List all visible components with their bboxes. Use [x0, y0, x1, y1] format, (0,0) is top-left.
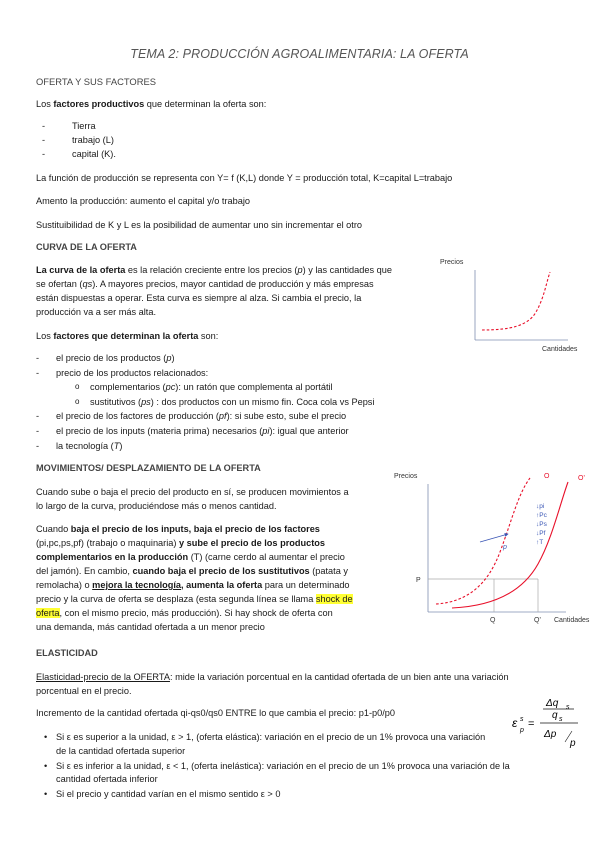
list-item: • Si ε es inferior a la unidad, ε < 1, (oferta inelástica): variación en el precio de un 1% provoca una variación de la — [56, 760, 510, 774]
price-label: P — [416, 577, 421, 584]
svg-text:s: s — [520, 716, 524, 723]
list-item-cont: de la cantidad ofertada superior — [56, 745, 186, 756]
q2-label: Q' — [534, 617, 541, 624]
elasticity-formula — [510, 694, 595, 752]
elasticity-definition: Elasticidad-precio de la OFERTA: mide la variación porcentual en la cantidad ofertada de un bien ante una variación porcentual en el precio. — [36, 672, 509, 696]
shift-label: ↓pi — [536, 503, 545, 510]
section-heading-movimientos: MOVIMIENTOS/ DESPLAZAMIENTO DE LA OFERTA — [36, 463, 261, 473]
list-item: o complementarios (pc): un ratón que complementa al portátil — [75, 382, 333, 393]
elasticity-increment: Incremento de la cantidad ofertada qi-qs0/qs0 ENTRE lo que cambia el precio: p1-p0/p0 — [36, 708, 396, 718]
list-item: - trabajo (L) — [72, 133, 116, 147]
highlight-shock: shock de — [315, 594, 353, 604]
supply-curve — [482, 272, 550, 330]
section-heading-oferta: OFERTA Y SUS FACTORES — [36, 76, 156, 87]
production-function: La función de producción se representa con Y= f (K,L) donde Y = producción total, K=capital L=trabajo — [36, 173, 453, 183]
chart-ylabel: Precios — [440, 259, 464, 266]
curve-label-o: O — [544, 473, 550, 480]
shift-label: ↓Ps — [536, 521, 547, 528]
list-item: - la tecnología (T) — [36, 440, 123, 451]
shift-paragraph: Cuando baja el precio de los inputs, baja el precio de los factores (pi,pc,ps,pf) (trabajo o maquinaria) y sube el precio de los productos complementarios en la producción (T) (carne cerdo al aumentar el precio del jamón). En cambio, cuando baja el precio de los sustitutivos (patata y remolacha) o mejora la tecnología, aumenta la oferta para un determinado precio y la curva de oferta se desplaza (esta segunda línea se llama shock de oferta, con el mismo precio, más producción). Si hay shock de oferta con una demanda, más cantidad ofertada a un menor precio — [36, 524, 353, 632]
supply-shift-chart — [388, 464, 593, 634]
shift-arrow — [480, 534, 508, 542]
page-title: TEMA 2: PRODUCCIÓN AGROALIMENTARIA: LA OFERTA — [130, 47, 469, 61]
svg-text:Δp: Δp — [544, 729, 557, 740]
svg-text:ε: ε — [512, 716, 518, 730]
production-increase: Amento la producción: aumento el capital y/o trabajo — [36, 196, 250, 206]
list-item: - Tierra — [72, 119, 116, 133]
list-item: - capital (K). — [72, 147, 116, 161]
svg-text:s: s — [559, 716, 563, 723]
curve-label-o-prime: O' — [578, 475, 585, 482]
chart-ylabel: Precios — [394, 473, 418, 480]
elasticity-bullets — [56, 731, 510, 802]
list-item: - precio de los productos relacionados: — [36, 367, 209, 378]
shift-label: ↑T — [536, 539, 544, 546]
productive-factors-list — [72, 119, 116, 162]
q-label: Q — [490, 617, 496, 624]
supply-curve-definition: La curva de la oferta es la relación creciente entre los precios (p) y las cantidades que se ofertan (qs). A mayores precios, mayor cantidad de producción y más empresas están dispuestas a operar. Esta curva es siempre al alza. Si cambia el precio, la producción va a ser más alta. — [36, 265, 392, 317]
section-heading-curva: CURVA DE LA OFERTA — [36, 242, 137, 252]
svg-text:Δq: Δq — [546, 698, 559, 709]
svg-text:=: = — [528, 718, 535, 730]
movement-paragraph: Cuando sube o baja el precio del producto en sí, se producen movimientos a lo largo de la curva, produciéndose más o menos cantidad. — [36, 487, 349, 511]
supply-factors-list — [36, 351, 375, 453]
supply-curve-chart — [440, 252, 590, 357]
list-item: • Si ε es superior a la unidad, ε > 1, (oferta elástica): variación en el precio de un 1% provoca una variación — [56, 731, 510, 745]
chart-xlabel: Cantidades — [554, 617, 590, 624]
supply-factors-intro: Los factores que determinan la oferta son: — [36, 331, 219, 341]
shift-label: ↑Pc — [536, 512, 547, 519]
list-item: - el precio de los productos (p) — [36, 353, 175, 363]
svg-text:p: p — [520, 727, 524, 734]
list-item: • Si el precio y cantidad varían en el mismo sentido ε > 0 — [56, 788, 510, 802]
factors-intro: Los factores productivos que determinan la oferta son: — [36, 99, 267, 109]
supply-curve-o-prime — [452, 482, 568, 608]
svg-text:p: p — [570, 738, 576, 749]
list-item: - el precio de los inputs (materia prima) necesarios (pi): igual que anterior — [36, 425, 349, 436]
substitutability: Sustituibilidad de K y L es la posibilidad de aumentar uno sin incrementar el otro — [36, 220, 363, 230]
list-item: o sustitutivos (ps) : dos productos con un mismo fin. Coca cola vs Pepsi — [75, 396, 375, 407]
shift-label: ↓Pf — [536, 530, 546, 537]
svg-text:s: s — [566, 704, 570, 711]
arrow-label: p — [503, 544, 507, 551]
svg-text:q: q — [552, 710, 558, 721]
section-heading-elasticidad: ELASTICIDAD — [36, 648, 98, 658]
list-item: - el precio de los factores de producción (pf): si sube esto, sube el precio — [36, 411, 347, 422]
chart-xlabel: Cantidades — [542, 346, 578, 353]
list-item-cont: cantidad ofertada inferior — [56, 774, 158, 785]
